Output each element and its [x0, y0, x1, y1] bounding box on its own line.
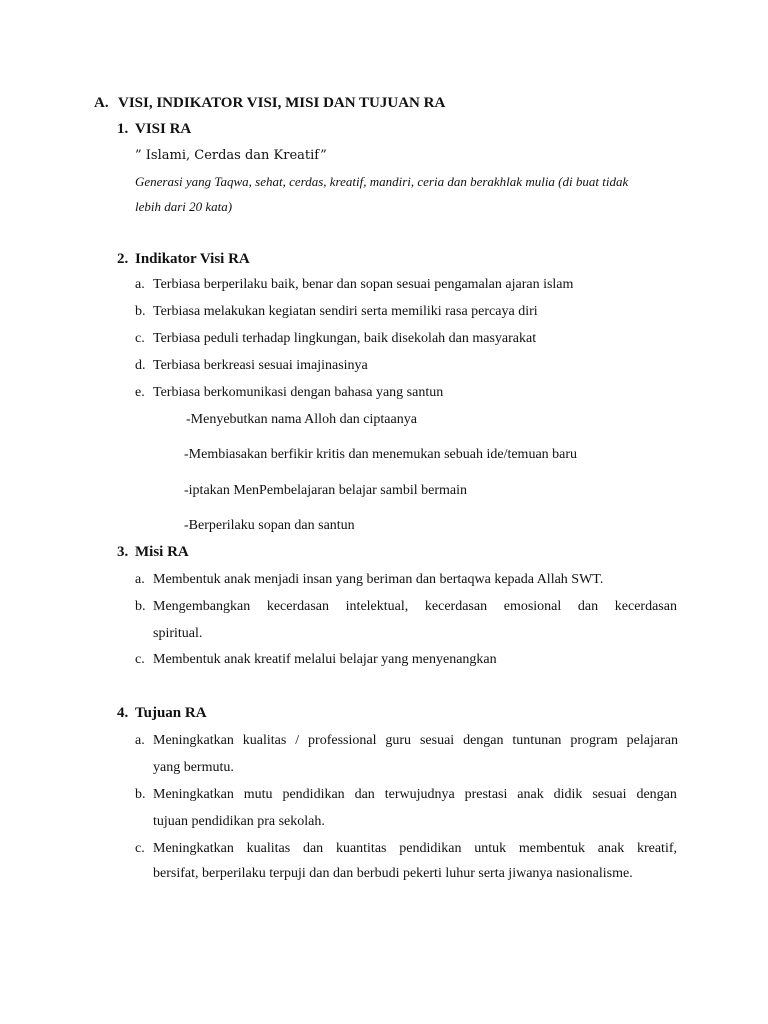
word: dengan	[636, 787, 677, 802]
sub-list-item: -Menyebutkan nama Alloh dan ciptaanya	[186, 412, 417, 427]
word: kecerdasan	[614, 599, 677, 614]
word: pendidikan	[399, 841, 462, 856]
visi-description-line2: lebih dari 20 kata)	[135, 199, 233, 214]
word: terwujudnya	[384, 787, 455, 802]
list-item-marker: c.	[135, 331, 145, 346]
word: membentuk	[518, 841, 585, 856]
word: pendidikan	[282, 787, 345, 802]
word: untuk	[474, 841, 507, 856]
list-item: Membentuk anak menjadi insan yang beriman dan bertaqwa kepada Allah SWT.	[153, 572, 604, 587]
visi-description-line1: Generasi yang Taqwa, sehat, cerdas, kreatif, mandiri, ceria dan berakhlak mulia (di buat tidak	[135, 174, 629, 189]
list-item-continuation: tujuan pendidikan pra sekolah.	[153, 814, 325, 829]
word: kecerdasan	[266, 599, 330, 614]
indikator-marker: 2.	[117, 251, 129, 267]
word: kecerdasan	[424, 599, 488, 614]
list-item-marker: e.	[135, 385, 145, 400]
list-item-continuation: spiritual.	[153, 626, 203, 641]
section-marker: A.	[94, 95, 109, 111]
word: kualitas	[242, 733, 287, 748]
word: intelektual,	[345, 599, 409, 614]
list-item-marker: a.	[135, 572, 145, 587]
word: didik	[553, 787, 583, 802]
word: kreatif,	[636, 841, 677, 856]
justified-line	[153, 840, 677, 858]
word: /	[295, 733, 300, 748]
justified-line	[153, 786, 677, 804]
list-item-marker: c.	[135, 841, 145, 856]
word: sesuai	[419, 733, 455, 748]
word: kualitas	[246, 841, 291, 856]
list-item-continuation: yang bermutu.	[153, 760, 234, 775]
list-item: Terbiasa peduli terhadap lingkungan, baik disekolah dan masyarakat	[153, 331, 537, 346]
list-item-continuation: bersifat, berperilaku terpuji dan dan berbudi pekerti luhur serta jiwanya nasionalisme.	[153, 866, 633, 881]
word: program	[570, 733, 618, 748]
justified-line	[153, 732, 678, 750]
visi-marker: 1.	[117, 121, 129, 137]
indikator-title: Indikator Visi RA	[135, 251, 250, 267]
misi-title: Misi RA	[135, 544, 189, 560]
word: dengan	[463, 733, 504, 748]
word: anak	[597, 841, 625, 856]
visi-motto: ” Islami, Cerdas dan Kreatif”	[135, 148, 327, 163]
list-item: Terbiasa berkomunikasi dengan bahasa yang santun	[153, 385, 444, 400]
justified-line	[153, 598, 677, 616]
section-title: VISI, INDIKATOR VISI, MISI DAN TUJUAN RA	[118, 95, 446, 111]
word: dan	[354, 787, 375, 802]
list-item-marker: d.	[135, 358, 146, 373]
list-item: Terbiasa melakukan kegiatan sendiri serta memiliki rasa percaya diri	[153, 304, 538, 319]
word: professional	[308, 733, 377, 748]
list-item-marker: a.	[135, 277, 145, 292]
word: sesuai	[592, 787, 627, 802]
word: dan	[577, 599, 599, 614]
word: tuntunan	[512, 733, 562, 748]
word: kuantitas	[335, 841, 387, 856]
word: mutu	[243, 787, 273, 802]
word: dan	[302, 841, 324, 856]
list-item-marker: b.	[135, 787, 146, 802]
word: Meningkatkan	[153, 733, 234, 748]
list-item-marker: a.	[135, 733, 145, 748]
list-item: Membentuk anak kreatif melalui belajar yang menyenangkan	[153, 652, 497, 667]
list-item: Terbiasa berkreasi sesuai imajinasinya	[153, 358, 368, 373]
list-item: Terbiasa berperilaku baik, benar dan sopan sesuai pengamalan ajaran islam	[153, 277, 574, 292]
list-item-marker: b.	[135, 304, 146, 319]
word: guru	[385, 733, 412, 748]
sub-list-item: -iptakan MenPembelajaran belajar sambil bermain	[184, 483, 468, 498]
list-item-marker: b.	[135, 599, 146, 614]
word: Meningkatkan	[153, 787, 234, 802]
visi-title: VISI RA	[135, 121, 192, 137]
list-item-marker: c.	[135, 652, 145, 667]
word: Mengembangkan	[153, 599, 251, 614]
word: prestasi	[464, 787, 508, 802]
word: anak	[517, 787, 544, 802]
tujuan-title: Tujuan RA	[135, 705, 207, 721]
word: pelajaran	[626, 733, 678, 748]
word: Meningkatkan	[153, 841, 234, 856]
sub-list-item: -Membiasakan berfikir kritis dan menemukan sebuah ide/temuan baru	[184, 447, 578, 462]
misi-marker: 3.	[117, 544, 129, 560]
sub-list-item: -Berperilaku sopan dan santun	[184, 518, 355, 533]
word: emosional	[503, 599, 562, 614]
tujuan-marker: 4.	[117, 705, 129, 721]
